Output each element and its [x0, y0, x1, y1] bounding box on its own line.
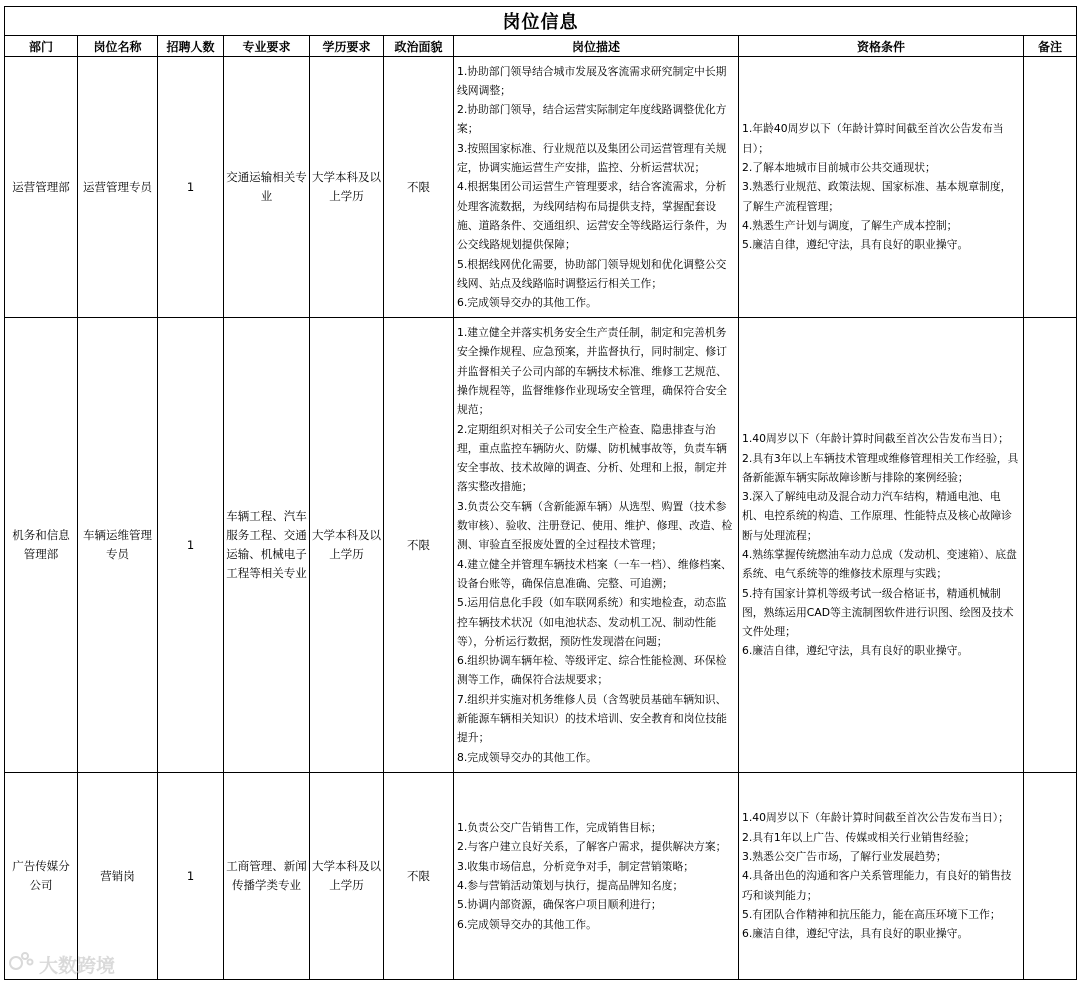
position-cell: 营销岗	[78, 773, 158, 980]
politics-cell: 不限	[384, 318, 454, 773]
major-cell: 交通运输相关专业	[224, 57, 310, 318]
header-remark: 备注	[1024, 36, 1077, 57]
description-item: 8.完成领导交办的其他工作。	[457, 750, 597, 764]
description-item: 4.参与营销活动策划与执行，提高品牌知名度；	[457, 879, 684, 892]
description-cell	[454, 318, 739, 773]
qualification-item: 3.熟悉公交广告市场，了解行业发展趋势；	[742, 850, 947, 864]
description-item: 6.完成领导交办的其他工作。	[457, 917, 597, 931]
description-item: 2.定期组织对相关子公司安全生产检查、隐患排查与治理，重点监控车辆防火、防爆、防机械事故等，负责车辆安全事故、技术故障的调查、分析、处理和上报，制定并落实整改措施；	[457, 422, 727, 494]
description-item: 1.建立健全并落实机务安全生产责任制，制定和完善机务安全操作规程、应急预案，并监督执行，同时制定、修订并监督相关子公司内部的车辆技术标准、维修工艺规范、操作规程等，监督维修作业现场安全管理，确保符合安全规范；	[457, 326, 727, 417]
watermark-text: 大数跨境	[39, 955, 116, 977]
header-position: 岗位名称	[78, 36, 158, 57]
qualification-item: 1.40周岁以下（年龄计算时间截至首次公告发布当日）；	[742, 432, 1009, 446]
count-cell: 1	[158, 57, 224, 318]
description-item: 4.建立健全并管理车辆技术档案（一车一档）、维修档案、设备台账等，确保信息准确、完整、可追溯；	[457, 557, 732, 590]
qualification-item: 6.廉洁自律，遵纪守法，具有良好的职业操守。	[742, 644, 969, 658]
brand-logo-icon	[8, 950, 39, 979]
qualification-cell	[739, 773, 1024, 980]
description-cell	[454, 57, 739, 318]
qualification-item: 2.具有3年以上车辆技术管理或维修管理相关工作经验，具备新能源车辆实际故障诊断与排除的案例经验；	[742, 451, 1019, 484]
table-row	[5, 773, 1077, 980]
description-item: 1.协助部门领导结合城市发展及客流需求研究制定中长期线网调整；	[457, 64, 727, 97]
description-item: 7.组织并实施对机务维修人员（含驾驶员基础车辆知识、新能源车辆相关知识）的技术培训、安全教育和岗位技能提升；	[457, 692, 727, 745]
count-cell: 1	[158, 318, 224, 773]
header-description: 岗位描述	[454, 36, 739, 57]
qualification-item: 6.廉洁自律，遵纪守法，具有良好的职业操守。	[742, 927, 969, 941]
count-cell: 1	[158, 773, 224, 980]
qualification-item: 3.深入了解纯电动及混合动力汽车结构，精通电池、电机、电控系统的构造、工作原理、性能特点及核心故障诊断与处理流程；	[742, 490, 1012, 542]
qualification-item: 4.具备出色的沟通和客户关系管理能力，有良好的销售技巧和谈判能力；	[742, 869, 1012, 902]
header-qualifications: 资格条件	[739, 36, 1024, 57]
table-row	[5, 318, 1077, 773]
description-item: 5.协调内部资源，确保客户项目顺利进行；	[457, 898, 662, 912]
header-count: 招聘人数	[158, 36, 224, 57]
qualification-item: 3.熟悉行业规范、政策法规、国家标准、基本规章制度，了解生产流程管理；	[742, 180, 1012, 213]
description-item: 3.收集市场信息，分析竞争对手，制定营销策略；	[457, 859, 695, 873]
dept-cell: 广告传媒分公司	[5, 773, 78, 980]
header-major: 专业要求	[224, 36, 310, 57]
description-cell	[454, 773, 739, 980]
qualification-item: 2.了解本地城市目前城市公共交通现状；	[742, 161, 936, 175]
politics-cell: 不限	[384, 773, 454, 980]
qualification-item: 4.熟悉生产计划与调度，了解生产成本控制；	[742, 218, 958, 232]
position-cell: 车辆运维管理专员	[78, 318, 158, 773]
qualification-item: 5.持有国家计算机等级考试一级合格证书，精通机械制图，熟练运用CAD等主流制图软件进行识图、绘图及技术文件处理；	[742, 586, 1014, 639]
qualification-cell	[739, 57, 1024, 318]
job-info-table	[4, 6, 1077, 980]
education-cell: 大学本科及以上学历	[310, 318, 384, 773]
watermark	[8, 950, 115, 979]
dept-cell: 运营管理部	[5, 57, 78, 318]
description-item: 2.协助部门领导，结合运营实际制定年度线路调整优化方案；	[457, 103, 727, 136]
qualification-item: 5.廉洁自律，遵纪守法，具有良好的职业操守。	[742, 238, 969, 252]
dept-cell: 机务和信息管理部	[5, 318, 78, 773]
remark-cell	[1024, 318, 1077, 773]
qualification-item: 4.熟练掌握传统燃油车动力总成（发动机、变速箱）、底盘系统、电气系统等的维修技术原理与实践；	[742, 548, 1017, 581]
qualification-item: 1.年龄40周岁以下（年龄计算时间截至首次公告发布当日）；	[742, 122, 1004, 155]
qualification-cell	[739, 318, 1024, 773]
qualification-item: 2.具有1年以上广告、传媒或相关行业销售经验；	[742, 830, 976, 844]
description-item: 3.按照国家标准、行业规范以及集团公司运营管理有关规定，协调实施运营生产安排，监控、分析运营状况；	[457, 141, 727, 175]
education-cell: 大学本科及以上学历	[310, 773, 384, 980]
position-cell: 运营管理专员	[78, 57, 158, 318]
header-dept: 部门	[5, 36, 78, 57]
remark-cell	[1024, 57, 1077, 318]
table-title: 岗位信息	[5, 7, 1077, 36]
education-cell: 大学本科及以上学历	[310, 57, 384, 318]
header-politics: 政治面貌	[384, 36, 454, 57]
description-item: 3.负责公交车辆（含新能源车辆）从选型、购置（技术参数审核）、验收、注册登记、使用、维护、修理、改造、检测、审验直至报废处置的全过程技术管理；	[457, 499, 733, 552]
description-item: 6.完成领导交办的其他工作。	[457, 296, 597, 310]
description-item: 2.与客户建立良好关系，了解客户需求，提供解决方案；	[457, 840, 727, 854]
description-item: 1.负责公交广告销售工作，完成销售目标；	[457, 821, 662, 835]
politics-cell: 不限	[384, 57, 454, 318]
table-row	[5, 57, 1077, 318]
qualification-item: 5.有团队合作精神和抗压能力，能在高压环境下工作；	[742, 907, 1001, 921]
major-cell: 工商管理、新闻传播学类专业	[224, 773, 310, 980]
remark-cell	[1024, 773, 1077, 980]
description-item: 6.组织协调车辆年检、等级评定、综合性能检测、环保检测等工作，确保符合法规要求；	[457, 654, 727, 687]
description-item: 5.运用信息化手段（如车联网系统）和实地检查，动态监控车辆技术状况（如电池状态、发动机工况、制动性能等），分析运行数据，预防性发现潜在问题；	[457, 596, 727, 648]
description-item: 4.根据集团公司运营生产管理要求，结合客流需求，分析处理客流数据，为线网结构布局提供支持，掌握配套设施、道路条件、交通组织、运营安全等线路运行条件，为公交线路规划提供保障；	[457, 180, 727, 252]
qualification-item: 1.40周岁以下（年龄计算时间截至首次公告发布当日）；	[742, 811, 1009, 825]
header-row	[5, 36, 1077, 57]
description-item: 5.根据线网优化需要，协助部门领导规划和优化调整公交线网、站点及线路临时调整运行相关工作；	[457, 257, 727, 290]
header-education: 学历要求	[310, 36, 384, 57]
major-cell: 车辆工程、汽车服务工程、交通运输、机械电子工程等相关专业	[224, 318, 310, 773]
